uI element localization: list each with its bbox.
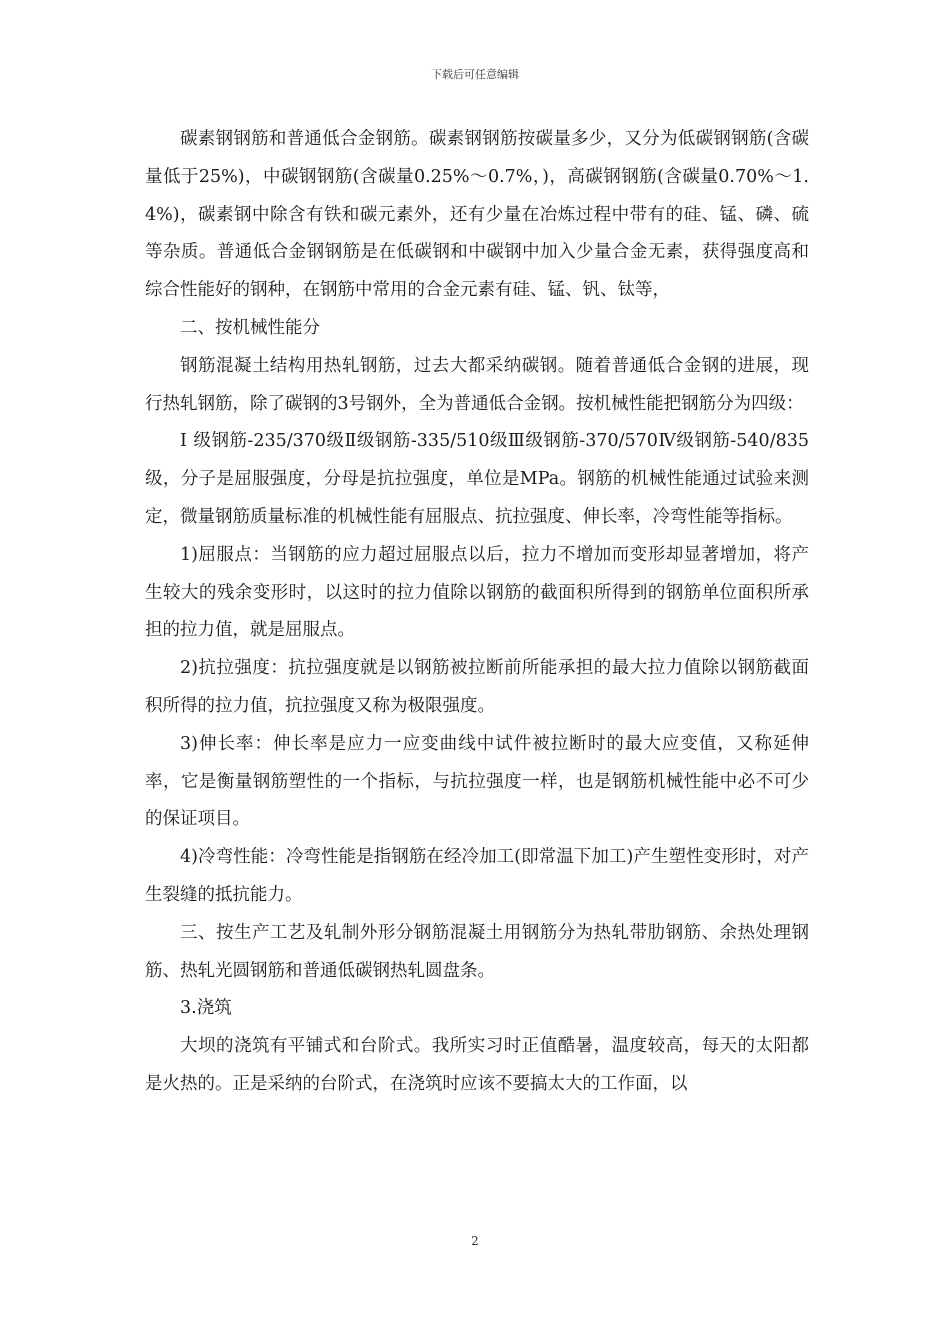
document-body (145, 121, 809, 1104)
paragraph-yield-point: 1)屈服点：当钢筋的应力超过屈服点以后，拉力不增加而变形却显著增加，将产生较大的残余变形时，以这时的拉力值除以钢筋的截面积所得到的钢筋单位面积所承担的拉力值，就是屈服点。 (145, 544, 809, 641)
paragraph-hot-rolled-steel: 钢筋混凝土结构用热轧钢筋，过去大都采纳碳钢。随着普通低合金钢的进展，现行热轧钢筋，除了碳钢的3号钢外，全为普通低合金钢。按机械性能把钢筋分为四级： (145, 355, 809, 414)
paragraph-tensile-strength: 2)抗拉强度：抗拉强度就是以钢筋被拉断前所能承担的最大拉力值除以钢筋截面积所得的拉力值，抗拉强度又称为极限强度。 (145, 658, 809, 716)
heading-mechanical-properties: 二、按机械性能分 (180, 317, 320, 338)
page-number: 2 (471, 1234, 479, 1248)
heading-production-process: 三、按生产工艺及轧制外形分钢筋混凝土用钢筋分为热轧带肋钢筋、余热处理钢筋、热轧光圆钢筋和普通低碳钢热轧圆盘条。 (145, 922, 809, 981)
paragraph-steel-grades: Ⅰ 级钢筋-235/370级Ⅱ级钢筋-335/510级Ⅲ级钢筋-370/570Ⅳ级钢筋-540/835级，分子是屈服强度，分母是抗拉强度，单位是MPa。钢筋的机械性能通过试验来测定，微量钢筋质量标准的机械性能有屈服点、抗拉强度、伸长率，冷弯性能等指标。 (145, 431, 809, 527)
paragraph-elongation: 3)伸长率：伸长率是应力一应变曲线中试件被拉断时的最大应变值，又称延伸率，它是衡量钢筋塑性的一个指标，与抗拉强度一样，也是钢筋机械性能中必不可少的保证项目。 (145, 733, 809, 830)
paragraph-steel-types: 碳素钢钢筋和普通低合金钢筋。碳素钢钢筋按碳量多少，又分为低碳钢钢筋(含碳量低于25%)，中碳钢钢筋(含碳量0.25%～0.7%，)，高碳钢钢筋(含碳量0.70%～1.4%)，碳素钢中除含有铁和碳元素外，还有少量在冶炼过程中带有的硅、锰、磷、硫等杂质。普通低合金钢钢筋是在低碳钢和中碳钢中加入少量合金无素，获得强度高和综合性能好的钢种，在钢筋中常用的合金元素有硅、锰、钒、钛等， (145, 129, 809, 301)
heading-pouring: 3.浇筑 (180, 998, 232, 1019)
paragraph-dam-pouring: 大坝的浇筑有平铺式和台阶式。我所实习时正值酷暑，温度较高，每天的太阳都是火热的。正是采纳的台阶式，在浇筑时应该不要搞太大的工作面，以 (145, 1036, 809, 1094)
page-header: 下载后可任意编辑 (431, 68, 519, 81)
paragraph-cold-bending: 4)冷弯性能：冷弯性能是指钢筋在经冷加工(即常温下加工)产生塑性变形时，对产生裂缝的抵抗能力。 (145, 847, 809, 905)
